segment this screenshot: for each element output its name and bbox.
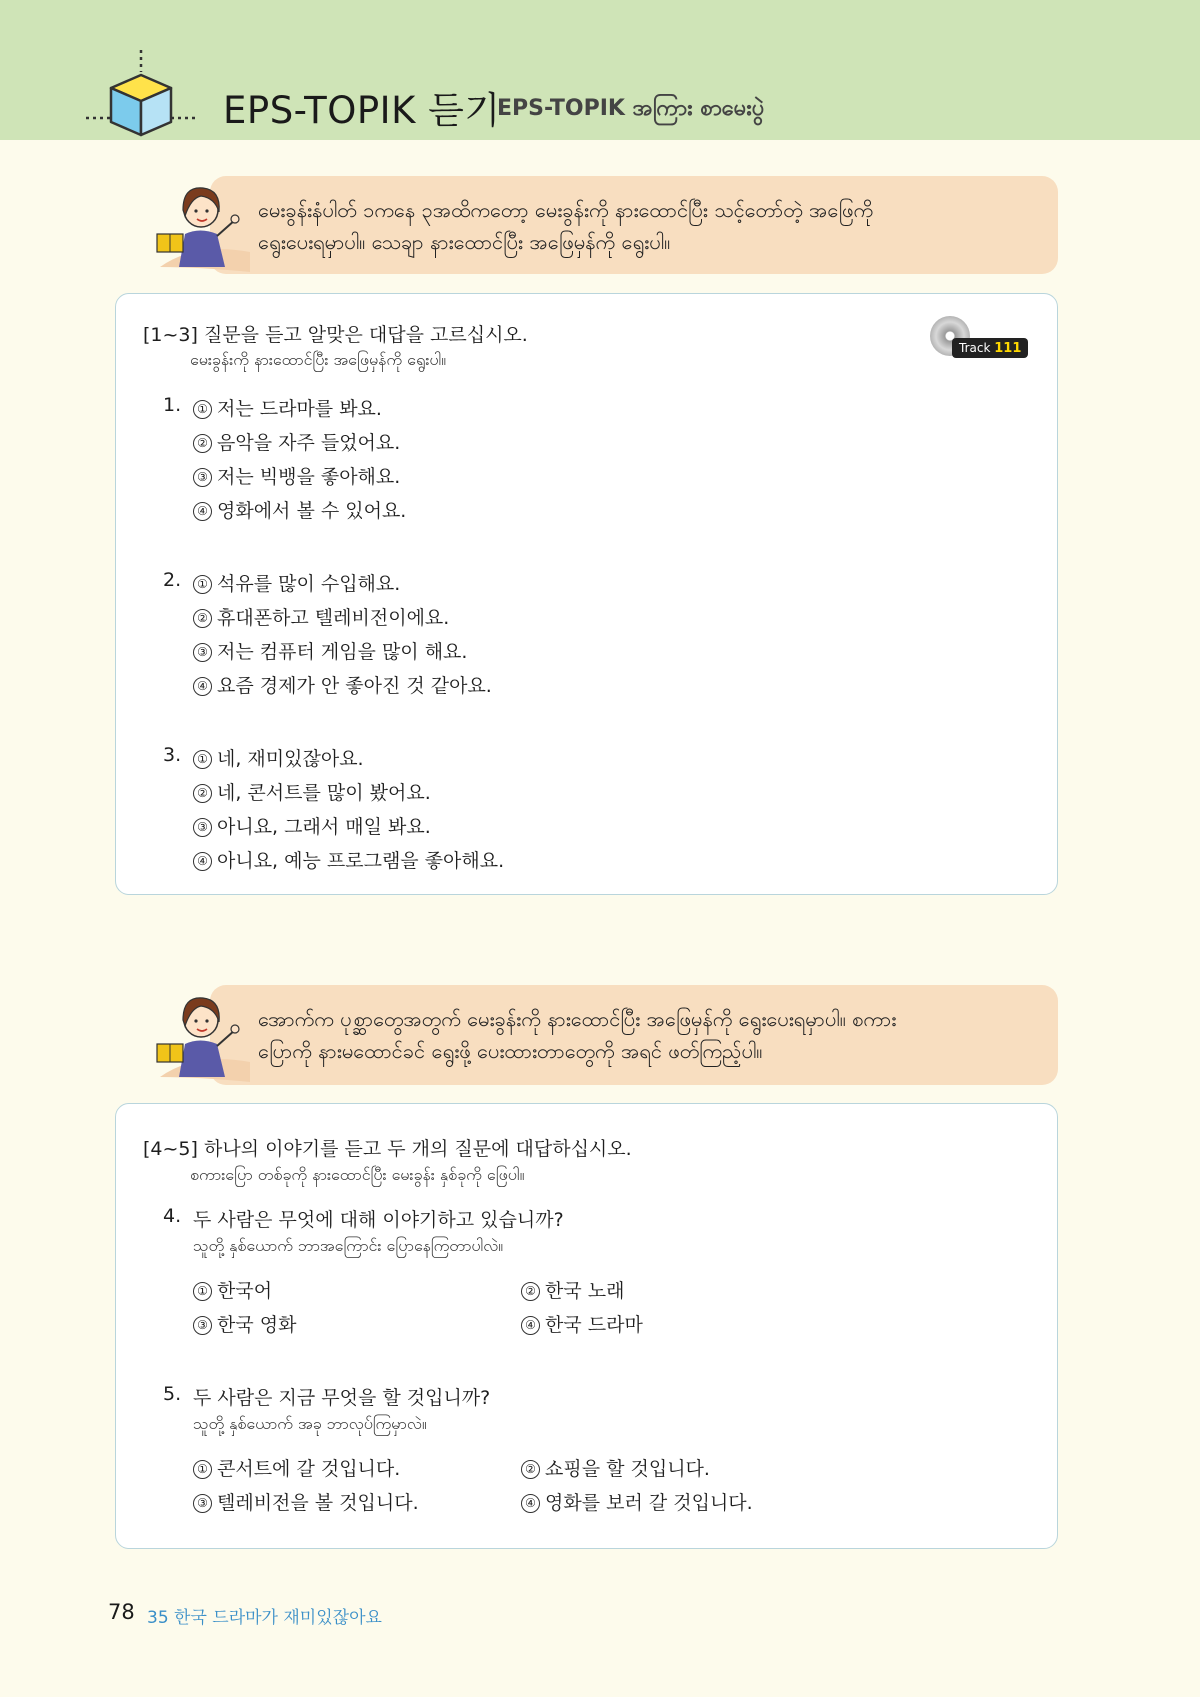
option-text: 저는 드라마를 봐요.: [217, 398, 382, 420]
cube-icon: [86, 50, 206, 140]
audio-track-badge[interactable]: [930, 316, 1022, 360]
chapter-title: 35 한국 드라마가 재미있잖아요: [147, 1608, 382, 1628]
section-instruction-translation: စကားပြော တစ်ခုကို နားထောင်ပြီး မေးခွန်း နှစ်ခုကို ဖြေပါ။: [190, 1165, 525, 1184]
answer-option[interactable]: [521, 1488, 753, 1515]
option-text: 영화에서 볼 수 있어요.: [217, 500, 407, 522]
answer-option[interactable]: [193, 462, 400, 489]
option-marker: ②: [521, 1282, 540, 1301]
answer-option[interactable]: [193, 569, 400, 596]
section-instruction-translation: မေးခွန်းကို နားထောင်ပြီး အဖြေမှန်ကို ရွေးပါ။: [190, 350, 447, 369]
answer-option[interactable]: [521, 1310, 643, 1337]
option-text: 요즘 경제가 안 좋아진 것 같아요.: [217, 675, 492, 697]
answer-option[interactable]: [193, 603, 449, 630]
answer-option[interactable]: [521, 1276, 624, 1303]
teacher-illustration: [155, 172, 255, 277]
question-text: 두 사람은 지금 무엇을 할 것입니까?: [193, 1387, 491, 1409]
answer-option[interactable]: [193, 1488, 419, 1515]
option-marker: ③: [193, 818, 212, 837]
answer-option[interactable]: [193, 496, 406, 523]
page-number: 78: [108, 1600, 135, 1624]
option-text: 한국 영화: [217, 1314, 297, 1336]
option-text: 영화를 보러 갈 것입니다.: [545, 1492, 753, 1514]
option-marker: ④: [193, 677, 212, 696]
question-number: 3.: [163, 744, 182, 766]
page-subtitle: EPS-TOPIK အကြား စာမေးပွဲ: [497, 96, 765, 121]
question-number: 5.: [163, 1383, 182, 1405]
teacher-illustration: [155, 982, 255, 1087]
option-marker: ②: [521, 1460, 540, 1479]
instruction-bubble: [210, 176, 1058, 274]
answer-option[interactable]: [193, 812, 431, 839]
option-text: 저는 컴퓨터 게임을 많이 해요.: [217, 641, 468, 663]
question-text: 두 사람은 무엇에 대해 이야기하고 있습니까?: [193, 1209, 564, 1231]
option-marker: ③: [193, 468, 212, 487]
answer-option[interactable]: [193, 778, 431, 805]
option-marker: ④: [193, 852, 212, 871]
option-text: 네, 콘서트를 많이 봤어요.: [217, 782, 431, 804]
answer-option[interactable]: [193, 637, 467, 664]
question-translation: သူတို့ နှစ်ယောက် ဘာအကြောင်း ပြောနေကြတာပါလဲ။: [193, 1236, 504, 1255]
answer-option[interactable]: [193, 846, 504, 873]
answer-option[interactable]: [193, 671, 492, 698]
instruction-line: အောက်က ပုစ္ဆာတွေအတွက် မေးခွန်းကို နားထောင်ပြီး အဖြေမှန်ကို ရွေးပေးရမှာပါ။ စကား: [258, 1007, 897, 1031]
instruction-bubble: [210, 985, 1058, 1085]
track-number: 111: [994, 341, 1022, 356]
option-marker: ①: [193, 575, 212, 594]
option-marker: ①: [193, 400, 212, 419]
option-marker: ③: [193, 643, 212, 662]
answer-option[interactable]: [193, 744, 364, 771]
option-text: 아니요, 그래서 매일 봐요.: [217, 816, 431, 838]
option-marker: ③: [193, 1494, 212, 1513]
question-number: 4.: [163, 1205, 182, 1227]
option-marker: ②: [193, 784, 212, 803]
option-marker: ②: [193, 434, 212, 453]
answer-option[interactable]: [521, 1454, 710, 1481]
section-instruction: [1~3] 질문을 듣고 알맞은 대답을 고르십시오.: [143, 324, 528, 346]
answer-option[interactable]: [193, 1454, 400, 1481]
answer-option[interactable]: [193, 1310, 296, 1337]
question-translation: သူတို့ နှစ်ယောက် အခု ဘာလုပ်ကြမှာလဲ။: [193, 1414, 427, 1433]
option-text: 텔레비전을 볼 것입니다.: [217, 1492, 419, 1514]
option-text: 한국어: [217, 1280, 273, 1302]
option-text: 한국 노래: [545, 1280, 625, 1302]
option-marker: ④: [521, 1494, 540, 1513]
option-marker: ①: [193, 1460, 212, 1479]
option-marker: ①: [193, 1282, 212, 1301]
option-marker: ④: [193, 502, 212, 521]
option-text: 석유를 많이 수입해요.: [217, 573, 401, 595]
page-title: EPS-TOPIK 듣기: [223, 89, 501, 132]
answer-option[interactable]: [193, 394, 382, 421]
option-text: 음악을 자주 들었어요.: [217, 432, 401, 454]
option-marker: ④: [521, 1316, 540, 1335]
option-marker: ②: [193, 609, 212, 628]
option-text: 네, 재미있잖아요.: [217, 748, 364, 770]
question-number: 2.: [163, 569, 182, 591]
option-text: 쇼핑을 할 것입니다.: [545, 1458, 710, 1480]
answer-option[interactable]: [193, 428, 400, 455]
section-instruction: [4~5] 하나의 이야기를 듣고 두 개의 질문에 대답하십시오.: [143, 1138, 632, 1160]
answer-option[interactable]: [193, 1276, 272, 1303]
option-text: 한국 드라마: [545, 1314, 643, 1336]
option-marker: ①: [193, 750, 212, 769]
instruction-line: ရွေးပေးရမှာပါ။ သေချာ နားထောင်ပြီး အဖြေမှန်ကို ရွေးပါ။: [258, 230, 671, 254]
option-text: 아니요, 예능 프로그램을 좋아해요.: [217, 850, 505, 872]
track-label: Track: [959, 341, 991, 355]
option-text: 휴대폰하고 텔레비전이에요.: [217, 607, 450, 629]
question-number: 1.: [163, 394, 182, 416]
instruction-line: ပြောကို နားမထောင်ခင် ရွေးဖို့ ပေးထားတာတွေကို အရင် ဖတ်ကြည့်ပါ။: [258, 1039, 763, 1063]
option-marker: ③: [193, 1316, 212, 1335]
option-text: 저는 빅뱅을 좋아해요.: [217, 466, 401, 488]
option-text: 콘서트에 갈 것입니다.: [217, 1458, 401, 1480]
instruction-line: မေးခွန်းနံပါတ် ၁ကနေ ၃အထိကတော့ မေးခွန်းကို နားထောင်ပြီး သင့်တော်တဲ့ အဖြေကို: [258, 198, 874, 222]
